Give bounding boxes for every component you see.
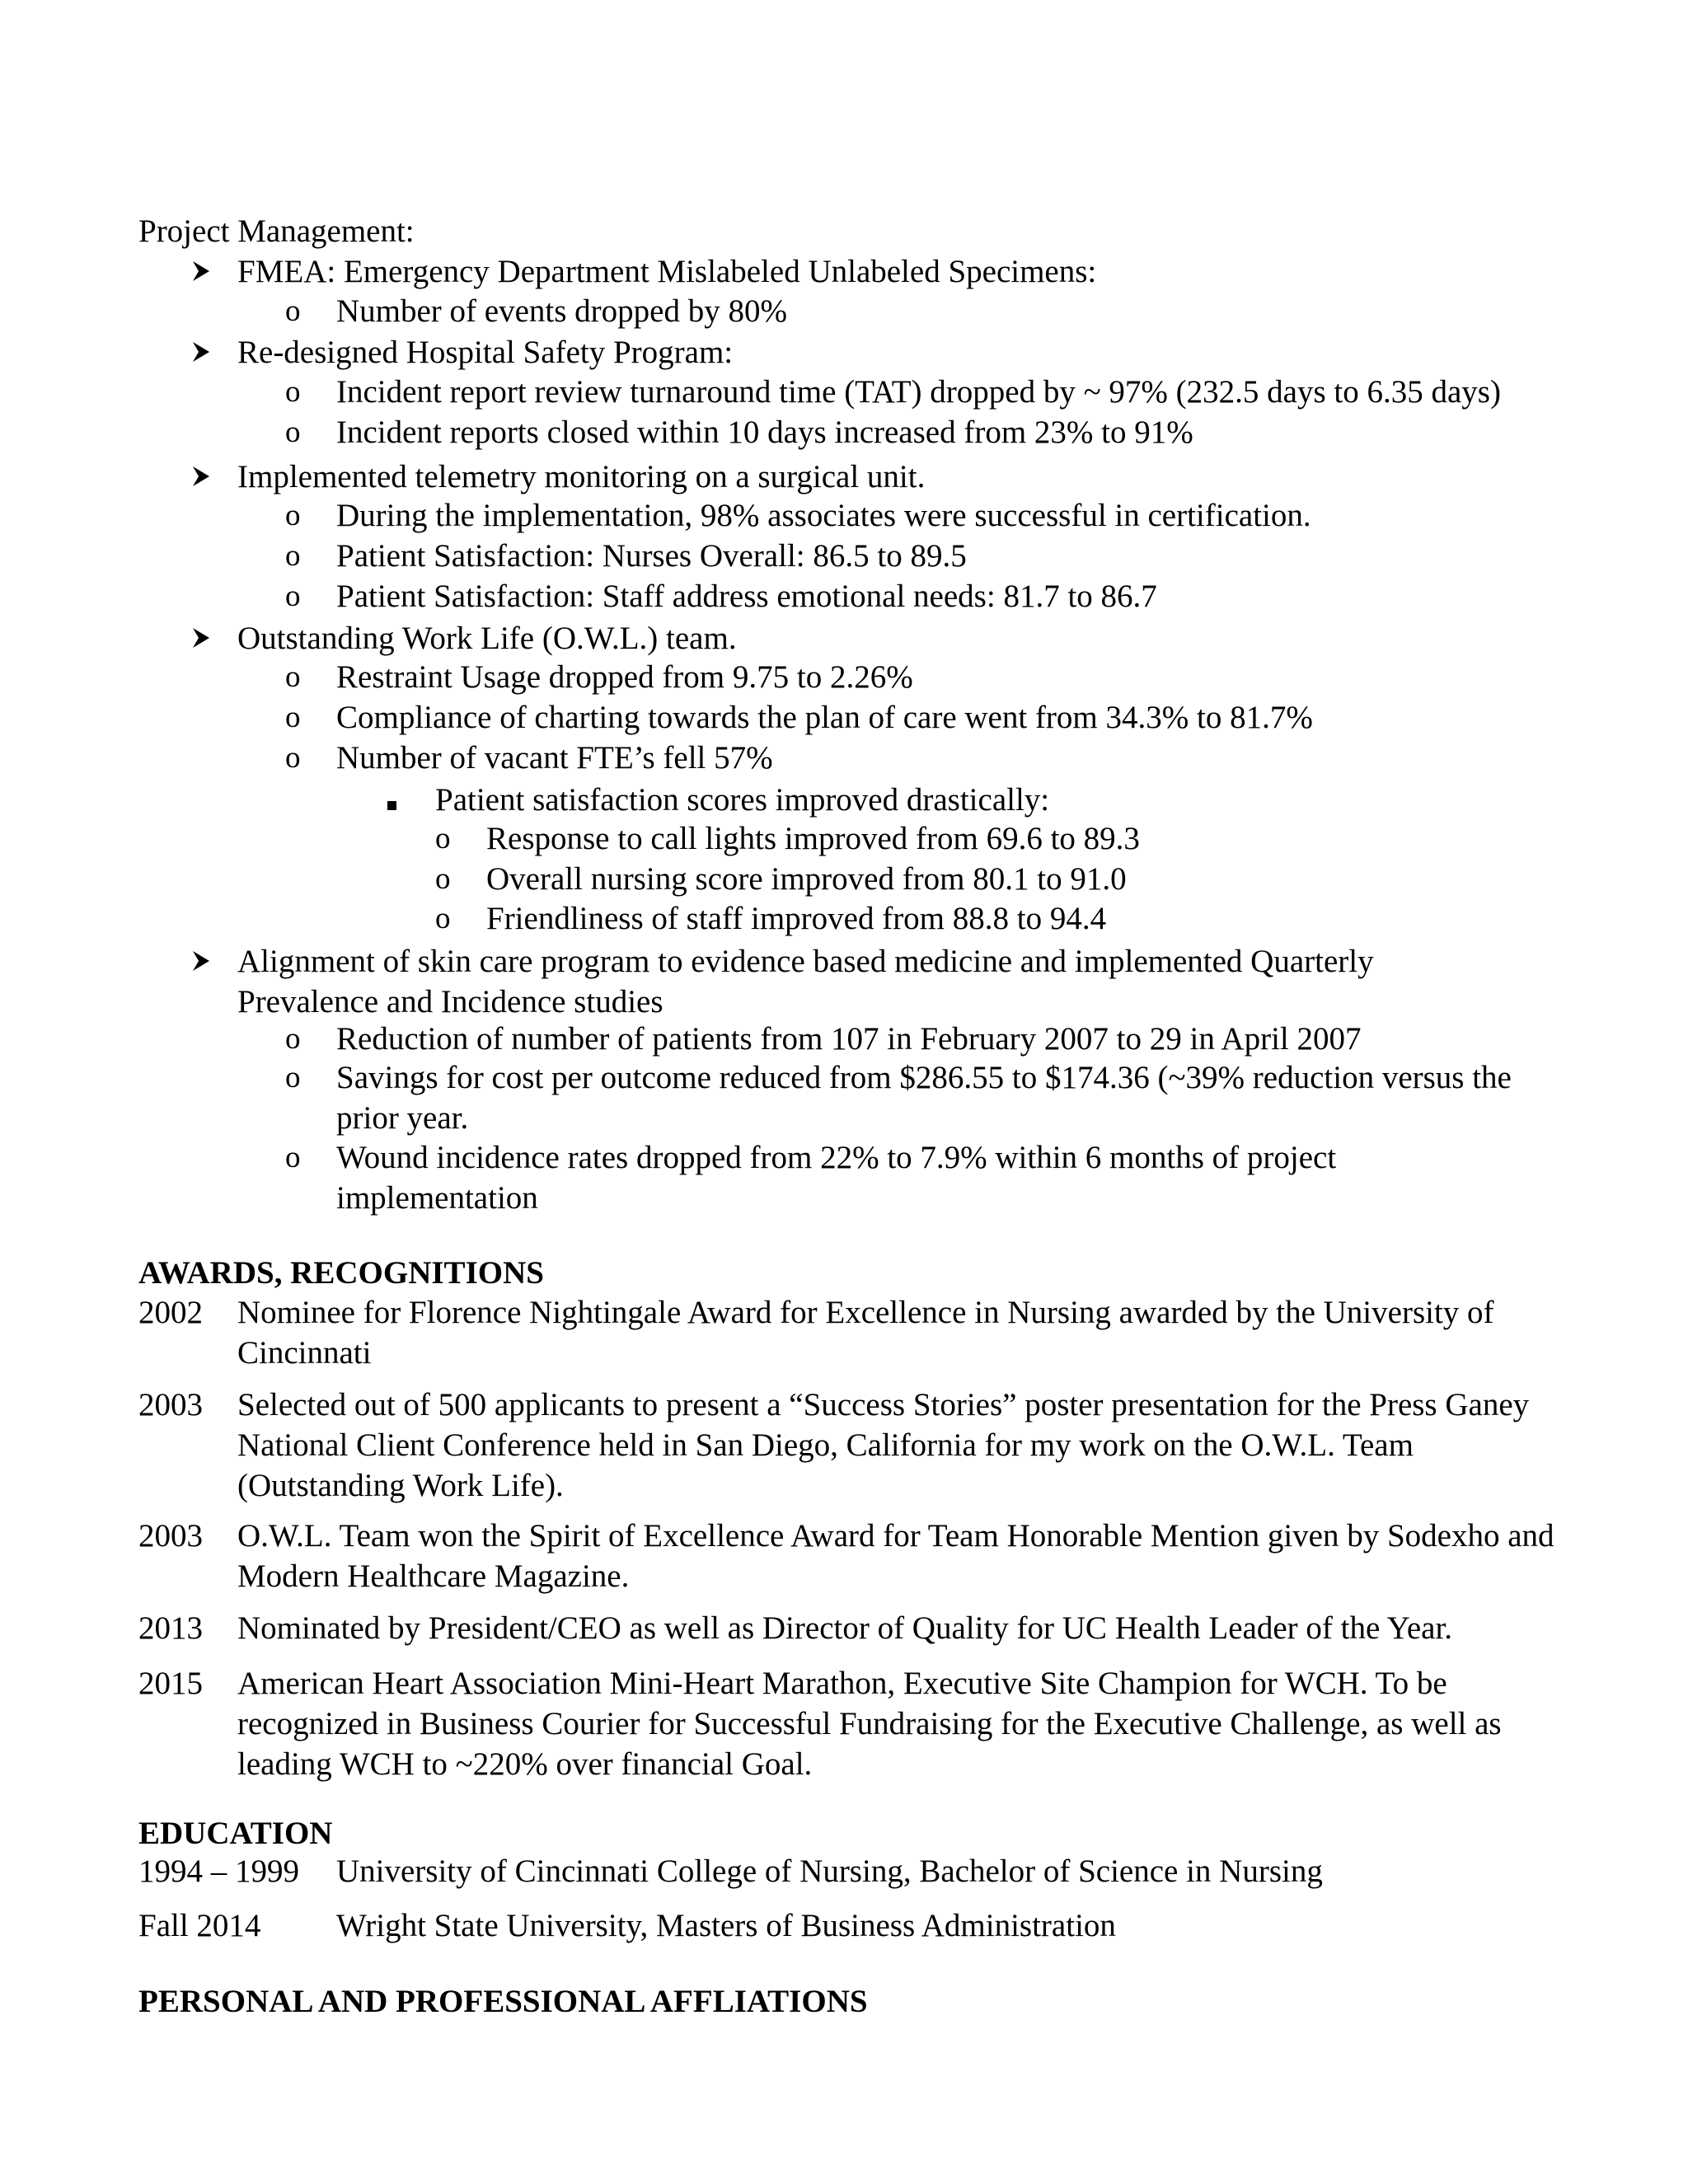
pm-item-owl-team [191,618,1592,658]
pm-item-skin-care [191,941,1428,1022]
award-text: Selected out of 500 applicants to present a “Success Stories” poster presentation for the Press Ganey National Client Conference held in San Diego, California for my work on the O.W.L. Team (Outstanding Work Life). [237,1387,1530,1503]
pm-subitem-text: Compliance of charting towards the plan of care went from 34.3% to 81.7% [336,700,1313,735]
arrow-bullet-icon [191,457,237,497]
pm-square-subitem-text: Friendliness of staff improved from 88.8 to 94.4 [486,901,1107,936]
pm-subitem-text: Reduction of number of patients from 107 in February 2007 to 29 in April 2007 [336,1021,1362,1057]
award-text: O.W.L. Team won the Spirit of Excellence Award for Team Honorable Mention given by Sodexho and Modern Healthcare Magazine. [237,1518,1554,1594]
pm-subitem [285,536,1571,576]
circle-bullet-icon: o [285,1061,301,1094]
pm-subitem [285,495,1571,536]
pm-subitem [285,412,1571,452]
award-entry [138,1292,1573,1373]
pm-subitem [285,291,1571,331]
pm-subitem-text: Wound incidence rates dropped from 22% to 7.9% within 6 months of project implementation [336,1140,1337,1216]
project-management-heading: Project Management: [138,213,415,249]
awards-heading: AWARDS, RECOGNITIONS [138,1255,544,1291]
education-period: 1994 – 1999 [138,1854,299,1889]
pm-subitem [285,657,1571,697]
award-entry [138,1516,1573,1596]
circle-bullet-icon: o [285,294,301,328]
pm-subitem-text: Incident report review turnaround time (TAT) dropped by ~ 97% (232.5 days to 6.35 days) [336,374,1501,410]
circle-bullet-icon: o [285,539,301,573]
award-text: Nominated by President/CEO as well as Director of Quality for UC Health Leader of the Year. [237,1610,1453,1646]
award-year: 2003 [138,1518,203,1554]
pm-item-text: Alignment of skin care program to evidence based medicine and implemented Quarterly Prevalence and Incidence studies [237,944,1374,1019]
arrow-bullet-icon [191,941,237,982]
award-year: 2003 [138,1387,203,1422]
arrow-bullet-icon [191,251,237,292]
education-text: Wright State University, Masters of Business Administration [336,1908,1116,1943]
pm-square-item [386,780,1540,820]
arrow-bullet-icon [191,618,237,658]
circle-bullet-icon: o [285,579,301,613]
education-period: Fall 2014 [138,1908,261,1943]
pm-subitem-text: Patient Satisfaction: Staff address emotional needs: 81.7 to 86.7 [336,579,1157,614]
pm-subitem [285,576,1571,616]
pm-subitem [285,697,1571,738]
pm-item-safety-program [191,332,1592,373]
pm-subitem-text: Restraint Usage dropped from 9.75 to 2.26% [336,659,913,695]
affiliations-heading: PERSONAL AND PROFESSIONAL AFFLIATIONS [138,1984,868,2019]
pm-subitem-text: During the implementation, 98% associates were successful in certification. [336,498,1311,533]
circle-bullet-icon: o [285,375,301,409]
circle-bullet-icon: o [435,902,451,935]
pm-square-subitem [435,818,1556,859]
pm-item-telemetry [191,457,1592,497]
award-entry [138,1608,1573,1648]
education-text: University of Cincinnati College of Nursing, Bachelor of Science in Nursing [336,1854,1323,1889]
circle-bullet-icon: o [285,415,301,449]
pm-square-subitem-text: Response to call lights improved from 69.6 to 89.3 [486,821,1140,856]
pm-subitem-text: Savings for cost per outcome reduced from $286.55 to $174.36 (~39% reduction versus the prior year. [336,1060,1512,1136]
circle-bullet-icon: o [285,701,301,734]
circle-bullet-icon: o [435,822,451,855]
circle-bullet-icon: o [435,862,451,896]
pm-square-subitem-text: Overall nursing score improved from 80.1 to 91.0 [486,861,1127,897]
pm-item-text: Re-designed Hospital Safety Program: [237,335,734,370]
circle-bullet-icon: o [285,499,301,532]
pm-subitem-text: Number of events dropped by 80% [336,293,787,329]
award-entry [138,1663,1573,1784]
pm-square-item-text: Patient satisfaction scores improved drastically: [435,782,1050,818]
award-year: 2002 [138,1295,203,1330]
circle-bullet-icon: o [285,1022,301,1056]
circle-bullet-icon: o [285,741,301,775]
pm-square-subitem [435,898,1556,939]
pm-subitem [285,1019,1571,1059]
pm-subitem [285,372,1571,412]
pm-subitem-text: Incident reports closed within 10 days increased from 23% to 91% [336,415,1193,450]
pm-item-text: Outstanding Work Life (O.W.L.) team. [237,621,737,656]
award-text: Nominee for Florence Nightingale Award for Excellence in Nursing awarded by the University of Cincinnati [237,1295,1494,1371]
pm-item-fmea [191,251,1592,292]
circle-bullet-icon: o [285,660,301,694]
pm-item-text: Implemented telemetry monitoring on a surgical unit. [237,459,926,494]
pm-square-subitem [435,859,1556,899]
pm-subitem [285,1057,1554,1138]
circle-bullet-icon: o [285,1141,301,1174]
pm-item-text: FMEA: Emergency Department Mislabeled Unlabeled Specimens: [237,254,1097,289]
square-bullet-icon [386,780,419,820]
award-year: 2015 [138,1666,203,1701]
arrow-bullet-icon [191,332,237,373]
education-entry [138,1905,1573,1946]
education-heading: EDUCATION [138,1816,333,1851]
pm-subitem-text: Number of vacant FTE’s fell 57% [336,740,773,776]
pm-subitem-text: Patient Satisfaction: Nurses Overall: 86.5 to 89.5 [336,538,967,574]
education-entry [138,1851,1573,1891]
pm-subitem [285,1137,1390,1218]
award-entry [138,1385,1573,1506]
award-text: American Heart Association Mini-Heart Marathon, Executive Site Champion for WCH. To be recognized in Business Courier for Successful Fundraising for the Executive Challenge, as well as leading WCH to ~220% over financial Goal. [237,1666,1502,1782]
pm-subitem [285,738,1571,778]
award-year: 2013 [138,1610,203,1646]
